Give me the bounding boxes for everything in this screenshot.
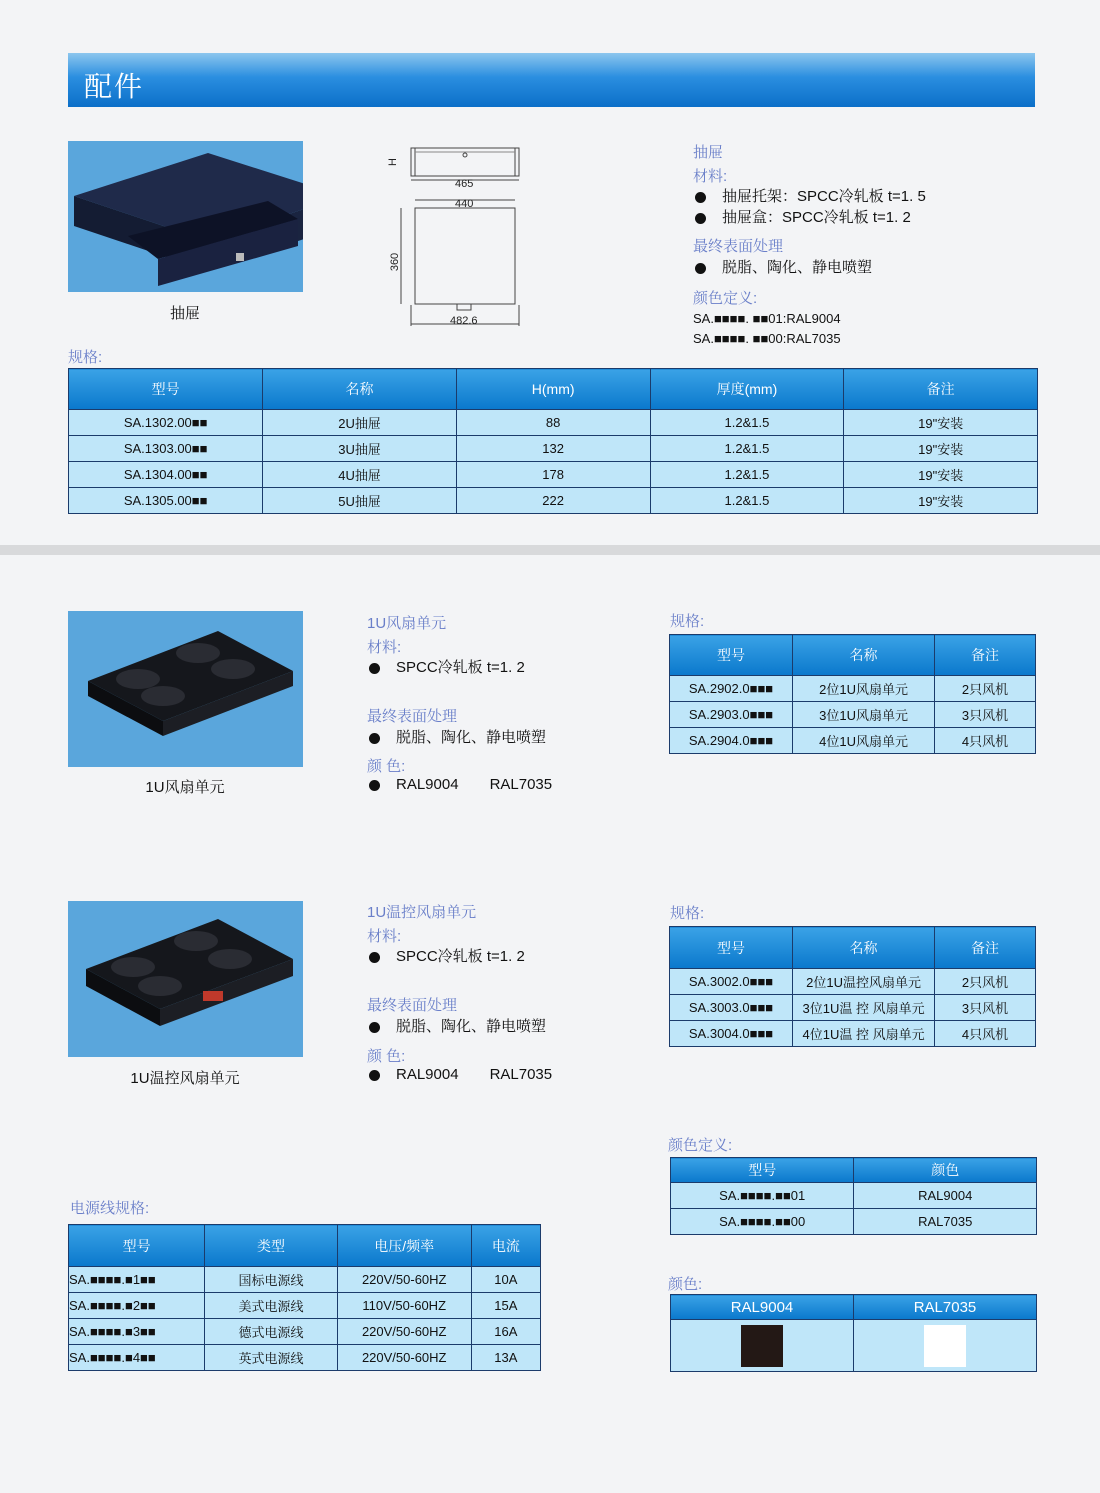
cell: 3只风机 — [935, 995, 1036, 1021]
cell: 4只风机 — [935, 1021, 1036, 1047]
col-header: 名称 — [793, 927, 935, 969]
drawer-material-label: 材料: — [693, 168, 728, 185]
cell: 1.2&1.5 — [650, 462, 844, 488]
drawer-material-2 — [695, 206, 911, 227]
table-row — [670, 728, 1036, 754]
cell: 4位1U风扇单元 — [793, 728, 935, 754]
col-header: 厚度(mm) — [650, 369, 844, 410]
fan-finish — [369, 726, 546, 747]
cell: 10A — [471, 1267, 540, 1293]
table-row — [69, 1345, 541, 1371]
bullet-icon — [695, 213, 706, 224]
fan-title: 1U风扇单元 — [367, 615, 447, 632]
fan-color-1: RAL9004 — [396, 776, 459, 793]
cell: 2位1U风扇单元 — [793, 676, 935, 702]
swatch-ral7035 — [924, 1325, 966, 1367]
cell: 美式电源线 — [205, 1293, 338, 1319]
cell: 1.2&1.5 — [650, 488, 844, 514]
col-header: 备注 — [935, 635, 1036, 676]
col-header: 名称 — [263, 369, 456, 410]
tempfan-material-text: SPCC冷轧板 t=1. 2 — [396, 948, 525, 965]
section-divider — [0, 545, 1100, 555]
bullet-icon — [369, 780, 380, 791]
swatch-ral9004 — [741, 1325, 783, 1367]
col-header: 型号 — [69, 369, 263, 410]
cell: SA.■■■■.■2■■ — [69, 1293, 205, 1319]
col-header: H(mm) — [456, 369, 650, 410]
table-row — [670, 969, 1036, 995]
cell: SA.2902.0■■■ — [670, 676, 793, 702]
drawer-caption: 抽屉 — [169, 305, 200, 322]
tempfan-material-label: 材料: — [367, 928, 402, 945]
cell: 1.2&1.5 — [650, 410, 844, 436]
cell: SA.1304.00■■ — [69, 462, 263, 488]
col-header: 电流 — [471, 1225, 540, 1267]
cell: SA.■■■■.■4■■ — [69, 1345, 205, 1371]
cell: SA.■■■■.■1■■ — [69, 1267, 205, 1293]
col-header: 备注 — [935, 927, 1036, 969]
cell: SA.3003.0■■■ — [670, 995, 793, 1021]
cell: 178 — [456, 462, 650, 488]
fan-material-label: 材料: — [367, 639, 402, 656]
fan-spec-table — [669, 634, 1036, 754]
cell: 3只风机 — [935, 702, 1036, 728]
table-row — [69, 1293, 541, 1319]
cell: 88 — [456, 410, 650, 436]
cell: 132 — [456, 436, 650, 462]
fan-caption: 1U风扇单元 — [145, 779, 225, 796]
table-row — [69, 1319, 541, 1345]
bullet-icon — [369, 952, 380, 963]
bullet-icon — [369, 733, 380, 744]
drawer-finish — [695, 256, 872, 277]
cell: SA.3004.0■■■ — [670, 1021, 793, 1047]
tempfan-material — [369, 945, 525, 966]
dim-465: 465 — [455, 178, 474, 190]
table-row — [670, 995, 1036, 1021]
tempfan-illustration — [68, 901, 303, 1057]
cell: 国标电源线 — [205, 1267, 338, 1293]
power-label: 电源线规格: — [70, 1200, 150, 1217]
swatch-label: 颜色: — [668, 1276, 703, 1293]
cell: 19"安装 — [844, 436, 1038, 462]
power-table — [68, 1224, 541, 1371]
fan-spec-label: 规格: — [670, 613, 705, 630]
cell: RAL9004 — [854, 1183, 1037, 1209]
cell: 19"安装 — [844, 488, 1038, 514]
drawer-finish-text: 脱脂、陶化、静电喷塑 — [722, 259, 873, 276]
cell: 220V/50-60HZ — [337, 1267, 471, 1293]
col-header: 类型 — [205, 1225, 338, 1267]
tempfan-caption: 1U温控风扇单元 — [130, 1070, 240, 1087]
cell: 3位1U温 控 风扇单元 — [793, 995, 935, 1021]
cell: 15A — [471, 1293, 540, 1319]
drawer-illustration — [68, 141, 303, 292]
cell: 2只风机 — [935, 676, 1036, 702]
cell: 19"安装 — [844, 410, 1038, 436]
colordef-table — [670, 1157, 1037, 1235]
cell: SA.1305.00■■ — [69, 488, 263, 514]
table-row — [670, 1021, 1036, 1047]
table-row — [670, 676, 1036, 702]
col-header: 型号 — [670, 635, 793, 676]
fan-illustration — [68, 611, 303, 767]
cell: 220V/50-60HZ — [337, 1345, 471, 1371]
tempfan-spec-label: 规格: — [670, 905, 705, 922]
fan-finish-label: 最终表面处理 — [367, 708, 458, 725]
fan-material — [369, 656, 525, 677]
cell: 4只风机 — [935, 728, 1036, 754]
page-header — [68, 53, 1035, 107]
fan-color-2: RAL7035 — [489, 776, 553, 793]
dim-482: 482.6 — [450, 315, 478, 327]
drawer-color-code-1: SA.■■■■. ■■01:RAL9004 — [693, 311, 841, 326]
dim-h: H — [386, 158, 399, 166]
dim-440: 440 — [455, 198, 474, 210]
bullet-icon — [369, 663, 380, 674]
cell: SA.1303.00■■ — [69, 436, 263, 462]
bullet-icon — [695, 192, 706, 203]
cell: 19"安装 — [844, 462, 1038, 488]
cell: 110V/50-60HZ — [337, 1293, 471, 1319]
fan-color-label: 颜 色: — [367, 758, 406, 775]
col-header: 颜色 — [854, 1158, 1037, 1183]
cell: 4U抽屉 — [263, 462, 456, 488]
drawer-drawing — [385, 140, 530, 330]
col-header: 电压/频率 — [337, 1225, 471, 1267]
tempfan-color-2: RAL7035 — [489, 1066, 553, 1083]
fan-material-text: SPCC冷轧板 t=1. 2 — [396, 659, 525, 676]
cell: SA.2903.0■■■ — [670, 702, 793, 728]
bullet-icon — [369, 1022, 380, 1033]
table-row — [670, 702, 1036, 728]
drawer-material-1 — [695, 185, 926, 206]
tempfan-colors — [369, 1066, 552, 1083]
tempfan-finish-label: 最终表面处理 — [367, 997, 458, 1014]
dim-360: 360 — [389, 252, 402, 272]
cell: 3位1U风扇单元 — [793, 702, 935, 728]
fan-photo — [68, 611, 303, 767]
drawer-material-text: 抽屉盒：SPCC冷轧板 t=1. 2 — [722, 209, 911, 226]
cell: 2位1U温控风扇单元 — [793, 969, 935, 995]
table-row — [69, 488, 1038, 514]
drawer-title: 抽屉 — [693, 144, 724, 161]
bullet-icon — [369, 1070, 380, 1081]
col-header: 型号 — [69, 1225, 205, 1267]
table-row — [69, 436, 1038, 462]
drawer-spec-label: 规格: — [68, 349, 103, 366]
cell: SA.■■■■.■■01 — [671, 1183, 854, 1209]
drawer-finish-label: 最终表面处理 — [693, 238, 784, 255]
cell: 2只风机 — [935, 969, 1036, 995]
swatch-name-ral7035: RAL7035 — [854, 1295, 1037, 1320]
cell: 3U抽屉 — [263, 436, 456, 462]
tempfan-finish-text: 脱脂、陶化、静电喷塑 — [396, 1018, 547, 1035]
drawer-material-text: 抽屉托架：SPCC冷轧板 t=1. 5 — [722, 188, 926, 205]
tempfan-finish — [369, 1015, 546, 1036]
col-header: 名称 — [793, 635, 935, 676]
cell: 222 — [456, 488, 650, 514]
tempfan-photo — [68, 901, 303, 1057]
fan-finish-text: 脱脂、陶化、静电喷塑 — [396, 729, 547, 746]
cell: 220V/50-60HZ — [337, 1319, 471, 1345]
tempfan-spec-table — [669, 926, 1036, 1047]
tempfan-color-1: RAL9004 — [396, 1066, 459, 1083]
tempfan-title: 1U温控风扇单元 — [367, 904, 477, 921]
swatch-table — [670, 1294, 1037, 1372]
cell: SA.■■■■.■3■■ — [69, 1319, 205, 1345]
col-header: 型号 — [671, 1158, 854, 1183]
cell: SA.1302.00■■ — [69, 410, 263, 436]
table-row — [69, 410, 1038, 436]
cell: SA.2904.0■■■ — [670, 728, 793, 754]
colordef-label: 颜色定义: — [668, 1137, 733, 1154]
cell: SA.■■■■.■■00 — [671, 1209, 854, 1235]
table-row — [69, 1267, 541, 1293]
bullet-icon — [695, 263, 706, 274]
swatch-cell — [671, 1320, 854, 1372]
table-row — [671, 1209, 1037, 1235]
cell: 4位1U温 控 风扇单元 — [793, 1021, 935, 1047]
cell: 16A — [471, 1319, 540, 1345]
cell: 英式电源线 — [205, 1345, 338, 1371]
table-row — [69, 462, 1038, 488]
tempfan-color-label: 颜 色: — [367, 1048, 406, 1065]
drawer-color-code-2: SA.■■■■. ■■00:RAL7035 — [693, 331, 841, 346]
cell: SA.3002.0■■■ — [670, 969, 793, 995]
cell: 1.2&1.5 — [650, 436, 844, 462]
cell: 13A — [471, 1345, 540, 1371]
swatch-name-ral9004: RAL9004 — [671, 1295, 854, 1320]
page-title: 配件 — [84, 71, 145, 102]
cell: 5U抽屉 — [263, 488, 456, 514]
fan-colors — [369, 776, 552, 793]
col-header: 型号 — [670, 927, 793, 969]
drawer-spec-table — [68, 368, 1038, 514]
cell: 2U抽屉 — [263, 410, 456, 436]
cell: RAL7035 — [854, 1209, 1037, 1235]
drawer-photo — [68, 141, 303, 292]
table-row — [671, 1183, 1037, 1209]
drawer-color-label: 颜色定义: — [693, 290, 758, 307]
swatch-cell — [854, 1320, 1037, 1372]
col-header: 备注 — [844, 369, 1038, 410]
cell: 德式电源线 — [205, 1319, 338, 1345]
